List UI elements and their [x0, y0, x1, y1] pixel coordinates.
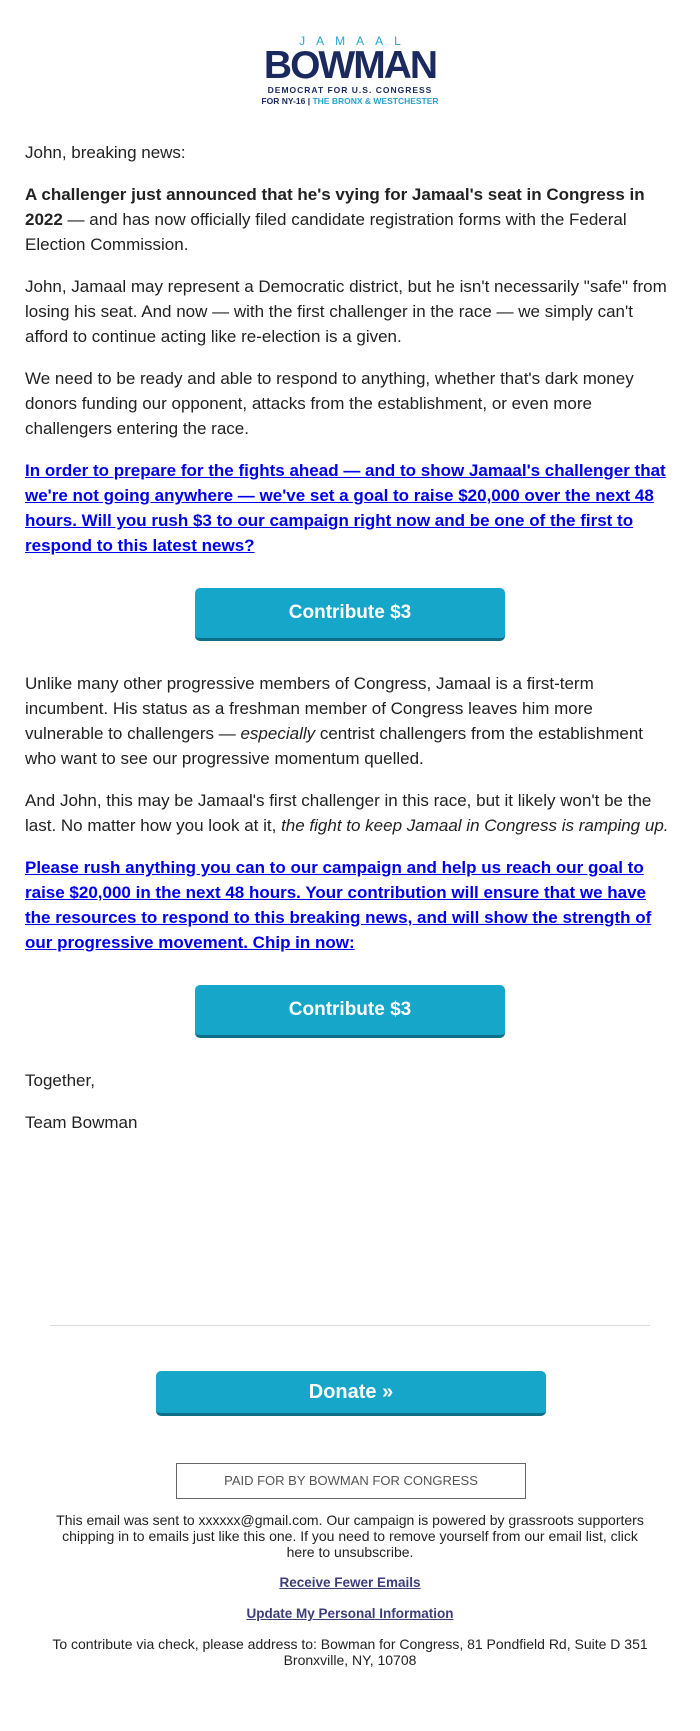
paragraph-1-bold: A challenger just announced that he's vying for Jamaal's seat in Congress in 2022 — [25, 185, 645, 229]
donation-link-1[interactable]: In order to prepare for the fights ahead — and to show Jamaal's challenger that we're not going anywhere — we've set a goal to raise $20,000 over the next 48 hours. Will you rush $3 to our campaign right now and be one of the first to respond to this latest news? — [25, 461, 666, 555]
paragraph-4-a: Unlike many other progressive members of Congress, Jamaal is a first-term incumbent. His status as a freshman member of Congress leaves him more vulnerable to challengers — — [25, 674, 594, 743]
logo-last-name: BOWMAN — [263, 44, 437, 87]
logo-subtitle: DEMOCRAT FOR U.S. CONGRESS — [267, 85, 433, 95]
paragraph-4-b: centrist challengers from the establishment who want to see our progressive momentum quelled. — [25, 724, 643, 768]
footer-divider — [50, 1325, 650, 1326]
paragraph-5-a: And John, this may be Jamaal's first challenger in this race, but it likely won't be the last. No matter how you look at it, — [25, 791, 652, 835]
paragraph-5 — [25, 788, 675, 838]
footer — [50, 1512, 650, 1682]
closing: Together, — [25, 1071, 95, 1090]
paragraph-4-emphasis: especially — [240, 724, 316, 743]
paragraph-2: John, Jamaal may represent a Democratic district, but he isn't necessarily "safe" from losing his seat. And now — with the first challenger in the race — we simply can't afford to continue acting like re-election is a given. — [25, 277, 667, 346]
logo-district-area: THE BRONX & WESTCHESTER — [312, 96, 439, 106]
paid-for-disclaimer: PAID FOR BY BOWMAN FOR CONGRESS — [176, 1463, 526, 1499]
greeting: John, breaking news: — [25, 143, 186, 162]
logo-first-name: JAMAAL — [299, 34, 412, 48]
campaign-logo — [0, 34, 700, 107]
contribute-button-2[interactable]: Contribute $3 — [195, 985, 505, 1038]
email-body — [25, 140, 675, 1152]
paragraph-3: We need to be ready and able to respond to anything, whether that's dark money donors funding our opponent, attacks from the establishment, or even more challengers entering the race. — [25, 369, 634, 438]
sent-to-notice[interactable]: This email was sent to xxxxxx@gmail.com. Our campaign is powered by grassroots supporters chipping in to emails just like this one. If you need to remove yourself from our email list, click here to unsubscribe. — [56, 1512, 644, 1560]
donate-button[interactable]: Donate » — [156, 1371, 546, 1416]
donation-link-2[interactable]: Please rush anything you can to our campaign and help us reach our goal to raise $20,000 in the next 48 hours. Your contribution will ensure that we have the resources to respond to this breaking news, and will show the strength of our progressive movement. Chip in now: — [25, 858, 652, 952]
logo-district-number: FOR NY-16 | — [261, 96, 311, 106]
paragraph-1 — [25, 182, 675, 257]
paragraph-5-emphasis: the fight to keep Jamaal in Congress is ramping up. — [281, 816, 669, 835]
logo-district — [0, 96, 700, 107]
contribute-button-1[interactable]: Contribute $3 — [195, 588, 505, 641]
receive-fewer-emails-link[interactable]: Receive Fewer Emails — [279, 1575, 421, 1590]
signature: Team Bowman — [25, 1113, 138, 1132]
update-info-link[interactable]: Update My Personal Information — [246, 1606, 454, 1621]
paragraph-4 — [25, 671, 675, 771]
mailing-address: To contribute via check, please address to: Bowman for Congress, 81 Pondfield Rd, Suite D 351 Bronxville, NY, 10708 — [52, 1636, 648, 1668]
paragraph-1-rest: — and has now officially filed candidate registration forms with the Federal Election Commission. — [25, 210, 627, 254]
